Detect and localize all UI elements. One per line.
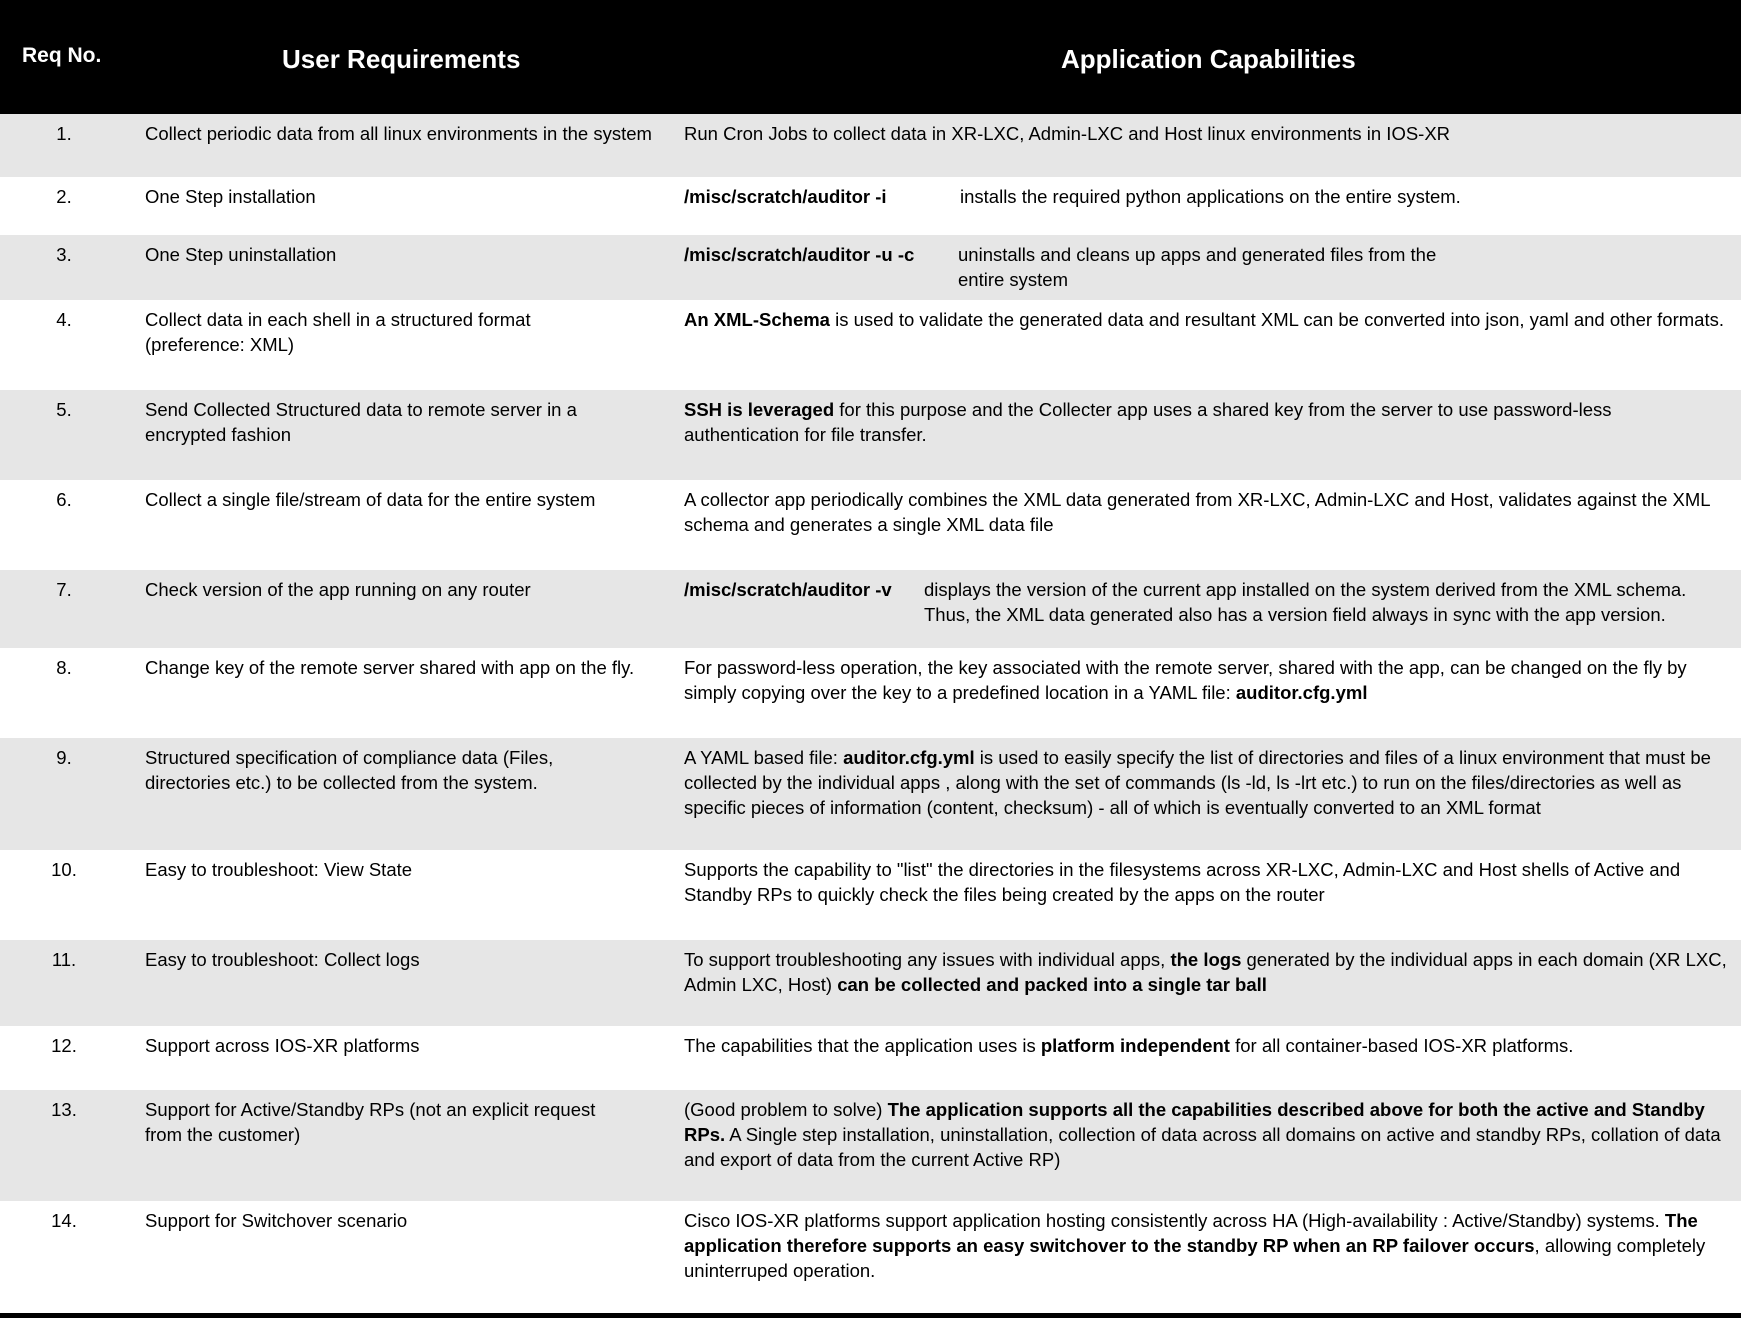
row-number: 5. <box>56 399 72 420</box>
user-requirement: Send Collected Structured data to remote server in a encrypted fashion <box>145 399 577 445</box>
user-requirement: Collect periodic data from all linux environments in the system <box>145 123 652 144</box>
row-number: 8. <box>56 657 72 678</box>
app-capability <box>684 184 1729 209</box>
table-row <box>0 390 1741 480</box>
user-requirement: Easy to troubleshoot: Collect logs <box>145 949 420 970</box>
bold-text: The application therefore supports an easy switchover to the standby RP when an RP failover occurs <box>684 1210 1698 1256</box>
row-number: 13. <box>51 1099 77 1120</box>
app-text: for this purpose and the Collecter app uses a shared key from the server to use password-less authentication for file transfer. <box>684 399 1612 445</box>
bottom-rule <box>0 1313 1741 1318</box>
row-number: 9. <box>56 747 72 768</box>
table-row <box>0 570 1741 648</box>
app-capability <box>684 307 1729 332</box>
app-text: , allowing completely uninterruped operation. <box>684 1235 1706 1281</box>
user-requirement: Check version of the app running on any router <box>145 579 531 600</box>
user-requirement: Support for Active/Standby RPs (not an explicit request from the customer) <box>145 1099 596 1145</box>
app-text: The capabilities that the application uses is <box>684 1035 1041 1056</box>
app-text: is used to validate the generated data and resultant XML can be converted into json, yaml and other formats. <box>829 309 1724 330</box>
user-requirement: Support across IOS-XR platforms <box>145 1035 420 1056</box>
row-number: 14. <box>51 1210 77 1231</box>
table-row <box>0 177 1741 235</box>
app-capability: Run Cron Jobs to collect data in XR-LXC, Admin-LXC and Host linux environments in IOS-XR <box>684 123 1451 144</box>
bold-text: auditor.cfg.yml <box>843 747 975 768</box>
user-requirement: Collect a single file/stream of data for the entire system <box>145 489 596 510</box>
app-text: generated by the individual apps in each domain (XR LXC, Admin LXC, Host) <box>684 949 1727 995</box>
command-description: uninstalls and cleans up apps and generated files from the entire system <box>958 244 1437 290</box>
bold-text: auditor.cfg.yml <box>1235 682 1368 703</box>
user-requirement: One Step installation <box>145 186 316 207</box>
user-requirement: Collect data in each shell in a structured format (preference: XML) <box>145 309 531 355</box>
table-row <box>0 300 1741 390</box>
app-capability <box>684 577 1729 627</box>
bold-text: platform independent <box>1040 1035 1230 1056</box>
user-requirement: Support for Switchover scenario <box>145 1210 408 1231</box>
app-text: (Good problem to solve) <box>684 1099 888 1120</box>
app-text: To support troubleshooting any issues with individual apps, <box>684 949 1171 970</box>
header-req-no: Req No. <box>22 44 102 67</box>
app-capability <box>684 745 1729 820</box>
command-text: /misc/scratch/auditor -u -c <box>684 244 915 265</box>
app-capability <box>684 242 1729 292</box>
bold-text: An XML-Schema <box>684 309 830 330</box>
command-description: displays the version of the current app installed on the system derived from the XML schema. Thus, the XML data generated also has a version field always in sync with the app version. <box>924 579 1687 625</box>
command-description: installs the required python applications on the entire system. <box>960 186 1461 207</box>
app-capability: Supports the capability to "list" the directories in the filesystems across XR-LXC, Admin-LXC and Host shells of Active and Standby RPs to quickly check the files being created by the apps on the router <box>684 859 1681 905</box>
app-text: Cisco IOS-XR platforms support application hosting consistently across HA (High-availability : Active/Standby) systems. <box>684 1210 1665 1231</box>
table-row <box>0 480 1741 570</box>
table-row <box>0 1026 1741 1090</box>
table-row <box>0 648 1741 738</box>
user-requirement: One Step uninstallation <box>145 244 337 265</box>
app-text: for all container-based IOS-XR platforms. <box>1229 1035 1574 1056</box>
row-number: 11. <box>51 949 77 970</box>
app-capability <box>684 1208 1729 1283</box>
row-number: 7. <box>56 579 72 600</box>
table-header <box>0 0 1741 114</box>
app-text: A YAML based file: <box>684 747 844 768</box>
row-number: 6. <box>56 489 72 510</box>
header-user-requirements: User Requirements <box>282 44 521 74</box>
bold-text: SSH is leveraged <box>684 399 835 420</box>
row-number: 12. <box>51 1035 77 1056</box>
app-text: A Single step installation, uninstallation, collection of data across all domains on active and standby RPs, collation of data and export of data from the current Active RP) <box>684 1124 1721 1170</box>
app-capability <box>684 1033 1729 1058</box>
table-row <box>0 850 1741 940</box>
bold-text: The application supports all the capabilities described above for both the active and Standby RPs. <box>684 1099 1705 1145</box>
app-capability <box>684 655 1729 705</box>
user-requirement: Easy to troubleshoot: View State <box>145 859 413 880</box>
row-number: 3. <box>56 244 72 265</box>
command-text: /misc/scratch/auditor -v <box>684 579 892 600</box>
table-row <box>0 1201 1741 1313</box>
table-row <box>0 235 1741 300</box>
app-text: is used to easily specify the list of directories and files of a linux environment that must be collected by the individual apps , along with the set of commands (ls -ld, ls -lrt etc.) to run on the files/directories as well as specific pieces of information (content, checksum) - all of which is eventually converted to an XML format <box>684 747 1711 818</box>
header-application-capabilities: Application Capabilities <box>1061 44 1356 74</box>
bold-text: can be collected and packed into a single tar ball <box>837 974 1267 995</box>
table-row <box>0 940 1741 1026</box>
app-text: For password-less operation, the key associated with the remote server, shared with the app, can be changed on the fly by simply copying over the key to a predefined location in a YAML file: <box>684 657 1687 703</box>
row-number: 1. <box>56 123 72 144</box>
app-capability <box>684 947 1729 997</box>
row-number: 2. <box>56 186 72 207</box>
command-text: /misc/scratch/auditor -i <box>684 186 887 207</box>
table-row <box>0 1090 1741 1201</box>
app-capability <box>684 397 1729 447</box>
bold-text: the logs <box>1170 949 1242 970</box>
table-row <box>0 114 1741 177</box>
row-number: 4. <box>56 309 72 330</box>
app-capability: A collector app periodically combines the XML data generated from XR-LXC, Admin-LXC and Host, validates against the XML schema and generates a single XML data file <box>684 489 1710 535</box>
app-capability <box>684 1097 1729 1172</box>
user-requirement: Change key of the remote server shared with app on the fly. <box>145 657 635 678</box>
table-row <box>0 738 1741 850</box>
user-requirement: Structured specification of compliance data (Files, directories etc.) to be collected from the system. <box>145 747 554 793</box>
row-number: 10. <box>51 859 77 880</box>
